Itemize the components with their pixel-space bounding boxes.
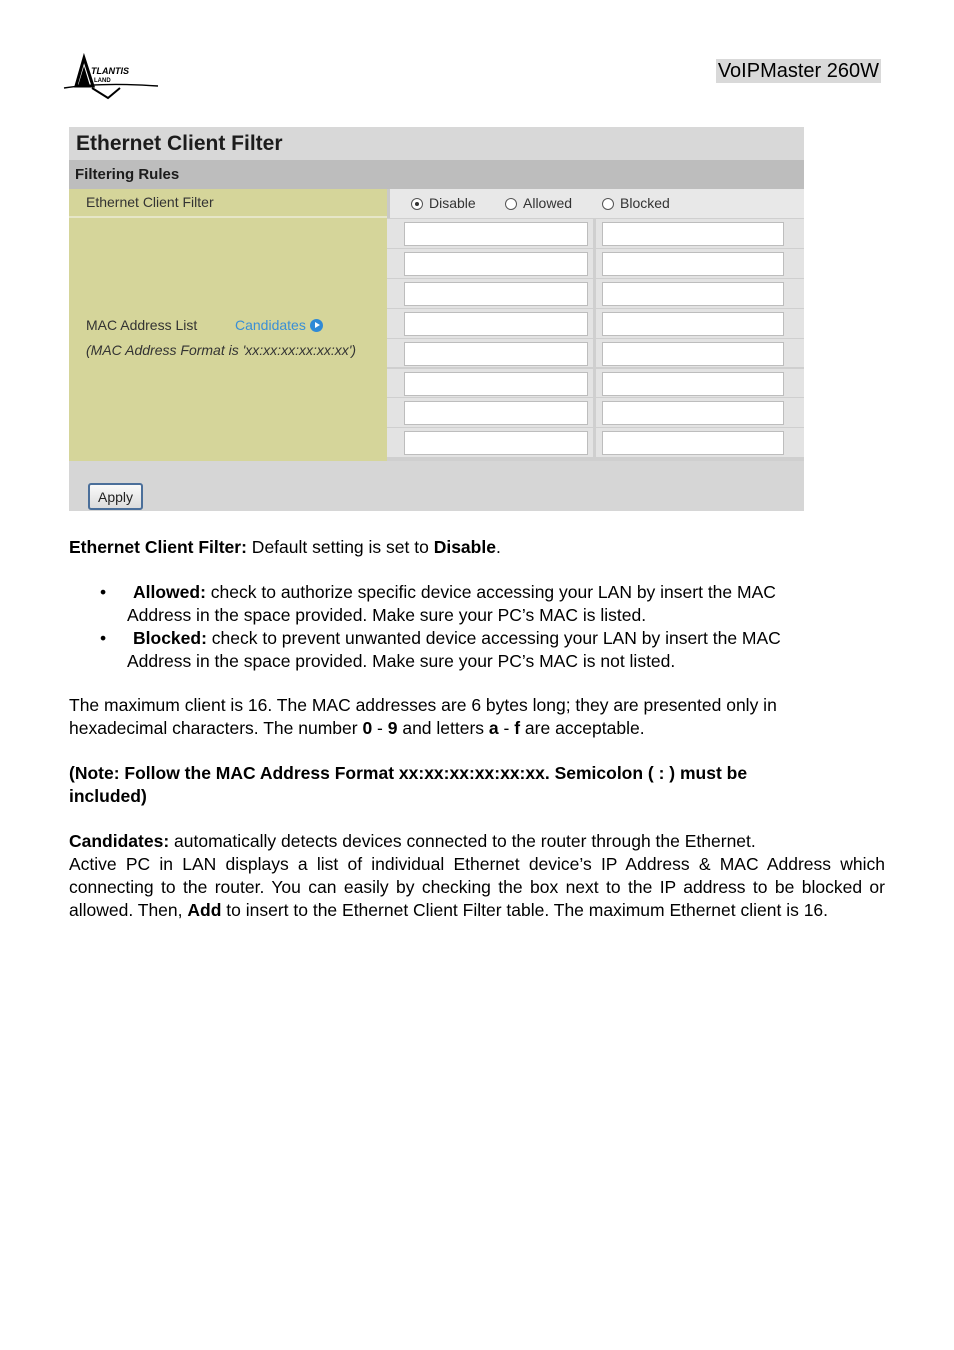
term-candidates: Candidates: bbox=[69, 831, 170, 851]
arrow-right-circle-icon[interactable] bbox=[310, 319, 323, 332]
mac-entry-cell bbox=[596, 369, 804, 398]
mac-address-input[interactable] bbox=[404, 372, 588, 396]
mac-address-input[interactable] bbox=[404, 252, 588, 276]
bullet-text bbox=[127, 627, 927, 673]
svg-text:TLANTIS: TLANTIS bbox=[91, 66, 129, 76]
mac-address-input[interactable] bbox=[404, 342, 588, 366]
candidates-link[interactable] bbox=[235, 317, 323, 333]
text: - bbox=[498, 718, 515, 738]
mac-entry-cell bbox=[387, 369, 593, 398]
radio-disable-label: Disable bbox=[429, 195, 476, 211]
mac-address-input[interactable] bbox=[404, 282, 588, 306]
text: 9 bbox=[387, 718, 398, 738]
filter-mode-label: Ethernet Client Filter bbox=[69, 189, 387, 218]
mac-entry-cell bbox=[387, 219, 593, 248]
bullet-dot-icon: • bbox=[100, 582, 107, 602]
paragraph-candidates bbox=[69, 830, 885, 922]
radio-disable[interactable] bbox=[411, 189, 476, 218]
apply-button[interactable]: Apply bbox=[88, 483, 143, 510]
mac-address-input[interactable] bbox=[602, 222, 784, 246]
mac-address-input[interactable] bbox=[404, 222, 588, 246]
atlantis-land-logo bbox=[62, 52, 166, 102]
ethernet-client-filter-panel bbox=[69, 127, 804, 511]
text: Default setting is set to bbox=[246, 537, 434, 557]
mac-address-input[interactable] bbox=[404, 312, 588, 336]
term-disable: Disable bbox=[433, 537, 496, 557]
radio-button-icon[interactable] bbox=[505, 198, 517, 210]
mac-address-list-label: MAC Address List bbox=[86, 317, 198, 333]
apply-bar bbox=[69, 461, 804, 511]
mac-entry-cell bbox=[596, 339, 804, 368]
mac-entry-cell bbox=[596, 219, 804, 248]
mac-entry-cell bbox=[387, 309, 593, 338]
mac-address-grid bbox=[387, 218, 804, 461]
mac-address-input[interactable] bbox=[602, 342, 784, 366]
radio-allowed[interactable] bbox=[505, 189, 572, 218]
mac-address-input[interactable] bbox=[602, 401, 784, 425]
text: . bbox=[495, 537, 501, 557]
text: The maximum client is 16. The MAC addresses are 6 bytes long; they are presented only in bbox=[69, 695, 777, 715]
text: f bbox=[514, 718, 521, 738]
radio-blocked-label: Blocked bbox=[620, 195, 670, 211]
mac-address-input[interactable] bbox=[602, 282, 784, 306]
term-blocked: Blocked: bbox=[133, 628, 207, 648]
paragraph-note bbox=[69, 762, 885, 808]
mac-address-input[interactable] bbox=[602, 372, 784, 396]
mac-entry-cell bbox=[596, 249, 804, 278]
mac-entry-cell bbox=[387, 398, 593, 427]
mac-entry-cell bbox=[387, 339, 593, 368]
term-ethernet-client-filter: Ethernet Client Filter: bbox=[69, 537, 247, 557]
value-column bbox=[387, 189, 804, 461]
paragraph-max-client bbox=[69, 694, 885, 740]
mac-entry-cell bbox=[596, 279, 804, 308]
filter-mode-radio-group bbox=[387, 189, 804, 218]
text: hexadecimal characters. The number bbox=[69, 718, 363, 738]
term-add: Add bbox=[187, 900, 222, 920]
label-column bbox=[69, 189, 387, 461]
mac-entry-cell bbox=[596, 309, 804, 338]
text: a bbox=[488, 718, 499, 738]
section-header-filtering-rules: Filtering Rules bbox=[69, 160, 804, 189]
text: check to prevent unwanted device accessing your LAN by insert the MAC bbox=[206, 628, 781, 648]
text: - bbox=[372, 718, 388, 738]
mac-address-input[interactable] bbox=[602, 431, 784, 455]
mac-format-hint: (MAC Address Format is 'xx:xx:xx:xx:xx:xx') bbox=[86, 342, 357, 358]
mac-entry-cell bbox=[387, 249, 593, 278]
candidates-link-label[interactable]: Candidates bbox=[235, 317, 306, 333]
bullet-text bbox=[127, 581, 927, 627]
text: (Note: Follow the MAC Address Format xx:xx:xx:xx:xx:xx. Semicolon ( : ) must be bbox=[69, 763, 748, 783]
mac-address-input[interactable] bbox=[404, 431, 588, 455]
paragraph-default-setting bbox=[69, 536, 885, 559]
text: included) bbox=[69, 786, 147, 806]
mac-address-input[interactable] bbox=[602, 312, 784, 336]
text: to insert to the Ethernet Client Filter table. The maximum Ethernet client is 16. bbox=[221, 900, 829, 920]
text: and letters bbox=[397, 718, 489, 738]
radio-button-icon[interactable] bbox=[602, 198, 614, 210]
text: 0 bbox=[362, 718, 373, 738]
mac-address-input[interactable] bbox=[404, 401, 588, 425]
mac-entry-cell bbox=[596, 398, 804, 427]
svg-text:LAND: LAND bbox=[94, 78, 111, 84]
text: are acceptable. bbox=[520, 718, 645, 738]
mac-entry-cell bbox=[387, 279, 593, 308]
product-title: VoIPMaster 260W bbox=[717, 60, 879, 82]
mac-address-input[interactable] bbox=[602, 252, 784, 276]
text: Address in the space provided. Make sure your PC’s MAC is listed. bbox=[127, 605, 647, 625]
mac-entry-cell bbox=[387, 428, 593, 457]
radio-allowed-label: Allowed bbox=[523, 195, 573, 211]
radio-button-icon[interactable] bbox=[411, 198, 423, 210]
panel-title: Ethernet Client Filter bbox=[69, 127, 804, 160]
text: Active PC in LAN displays a list of individual Ethernet device’s IP Address & MAC Address which connecting to the router. You can easily by checking the box next to the IP address to be blocked or allowed. Then, bbox=[69, 854, 885, 920]
bullet-dot-icon: • bbox=[100, 628, 107, 648]
term-allowed: Allowed: bbox=[133, 582, 206, 602]
mac-entry-cell bbox=[596, 428, 804, 457]
radio-blocked[interactable] bbox=[602, 189, 670, 218]
text: check to authorize specific device accessing your LAN by insert the MAC bbox=[205, 582, 776, 602]
text: Address in the space provided. Make sure your PC’s MAC is not listed. bbox=[127, 651, 676, 671]
text: automatically detects devices connected to the router through the Ethernet. bbox=[169, 831, 756, 851]
